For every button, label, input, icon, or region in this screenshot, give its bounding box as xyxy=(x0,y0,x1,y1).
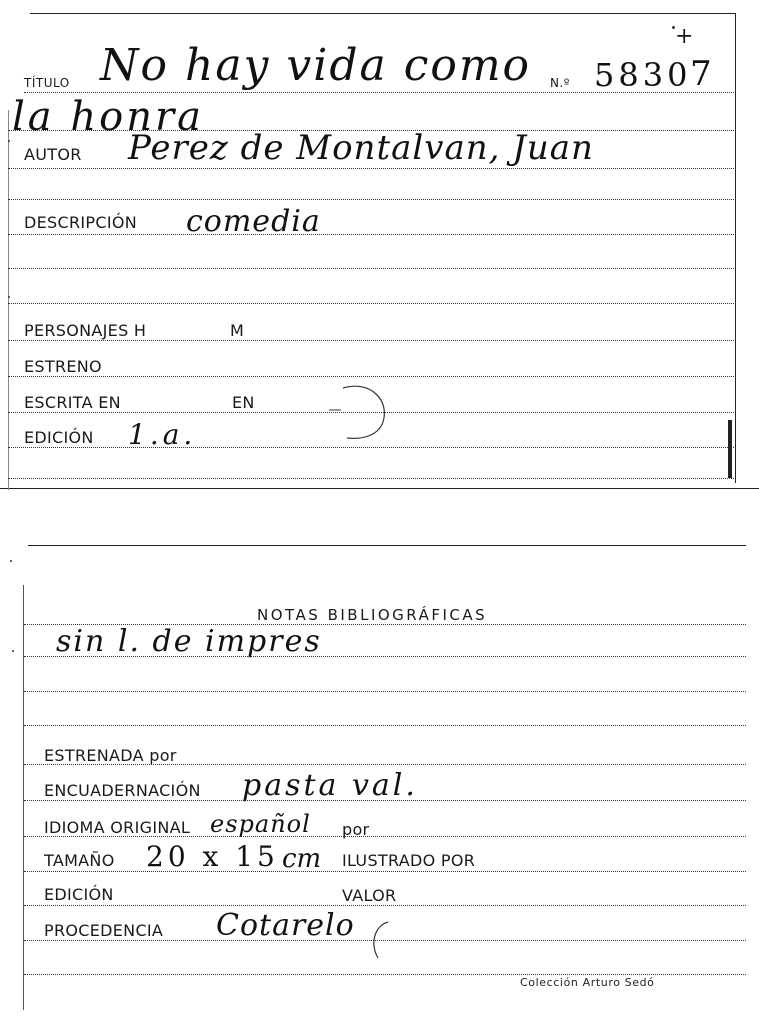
autor-rule xyxy=(8,168,734,169)
notas-value: sin l. de impres xyxy=(56,624,322,659)
idioma-por-label: por xyxy=(342,820,370,839)
speck xyxy=(8,296,10,298)
speck xyxy=(10,560,12,562)
punch-hole-mark xyxy=(325,380,395,446)
numero-mark: + xyxy=(675,24,694,49)
titulo-value-line2: la honra xyxy=(12,94,204,140)
collection-footer: Colección Arturo Sedó xyxy=(520,976,655,989)
valor-label: VALOR xyxy=(342,886,397,905)
card-right-border xyxy=(735,13,736,483)
estreno-rule xyxy=(8,376,734,377)
en-label: EN xyxy=(232,393,255,412)
notas-rule-2 xyxy=(24,691,746,692)
estrenada-rule xyxy=(24,764,746,765)
idioma-value: español xyxy=(210,810,311,838)
card-bottom-border xyxy=(0,488,759,489)
edicion-value: 1.a. xyxy=(128,418,197,451)
descripcion-label: DESCRIPCIÓN xyxy=(24,213,137,232)
tamano-rule xyxy=(24,871,746,872)
numero-value: 5830 xyxy=(594,56,692,94)
edicion-rule xyxy=(24,905,746,906)
card-left-border xyxy=(23,585,24,1010)
estrenada-label: ESTRENADA por xyxy=(44,746,177,765)
catalog-card-back xyxy=(0,520,759,1028)
catalog-card-front xyxy=(0,0,759,500)
idioma-rule xyxy=(24,836,746,837)
autor-label: AUTOR xyxy=(24,145,82,164)
punch-hole-mark xyxy=(366,918,396,962)
speck xyxy=(672,26,675,29)
procedencia-value: Cotarelo xyxy=(216,908,355,943)
notas-rule-1 xyxy=(24,656,746,657)
notas-heading: NOTAS BIBLIOGRÁFICAS xyxy=(257,606,488,624)
edicion-rule xyxy=(8,447,734,448)
personajes-label: PERSONAJES H xyxy=(24,321,147,340)
procedencia-label: PROCEDENCIA xyxy=(44,921,164,940)
descripcion-value: comedia xyxy=(186,204,321,239)
encuadernacion-value: pasta val. xyxy=(242,768,418,803)
encuadernacion-label: ENCUADERNACIÓN xyxy=(44,781,201,800)
blank-rule-4 xyxy=(8,478,734,479)
estreno-label: ESTRENO xyxy=(24,357,102,376)
autor-value: Perez de Montalvan, Juan xyxy=(128,128,594,168)
blank-rule-2 xyxy=(8,268,734,269)
blank-rule-3 xyxy=(8,303,734,304)
encuadernacion-rule xyxy=(24,800,746,801)
card-right-tab xyxy=(728,420,732,478)
card-left-edge xyxy=(8,110,9,490)
blank-rule-1 xyxy=(8,199,734,200)
titulo-value: No hay vida como xyxy=(100,40,532,91)
ilustrado-label: ILUSTRADO POR xyxy=(342,851,476,870)
titulo-rule xyxy=(24,92,734,93)
speck xyxy=(12,650,14,652)
tamano-value: 20 x 15 xyxy=(146,840,279,873)
notas-rule-3 xyxy=(24,725,746,726)
blank-rule-5 xyxy=(24,974,746,975)
edicion-label: EDICIÓN xyxy=(24,428,94,447)
personajes-rule xyxy=(8,340,734,341)
card-top-border xyxy=(30,13,736,14)
idioma-label: IDIOMA ORIGINAL xyxy=(44,818,191,837)
escrita-en-label: ESCRITA EN xyxy=(24,393,121,412)
speck xyxy=(8,140,10,142)
tamano-unit: cm xyxy=(282,844,322,874)
edicion-label: EDICIÓN xyxy=(44,885,114,904)
personajes-m-label: M xyxy=(230,321,245,340)
descripcion-rule xyxy=(8,234,734,235)
numero-suffix: 7 xyxy=(690,54,712,94)
tamano-label: TAMAÑO xyxy=(44,851,115,870)
titulo-label: TÍTULO xyxy=(24,76,70,90)
card-top-border xyxy=(28,545,746,546)
numero-label: N.º xyxy=(550,76,570,90)
